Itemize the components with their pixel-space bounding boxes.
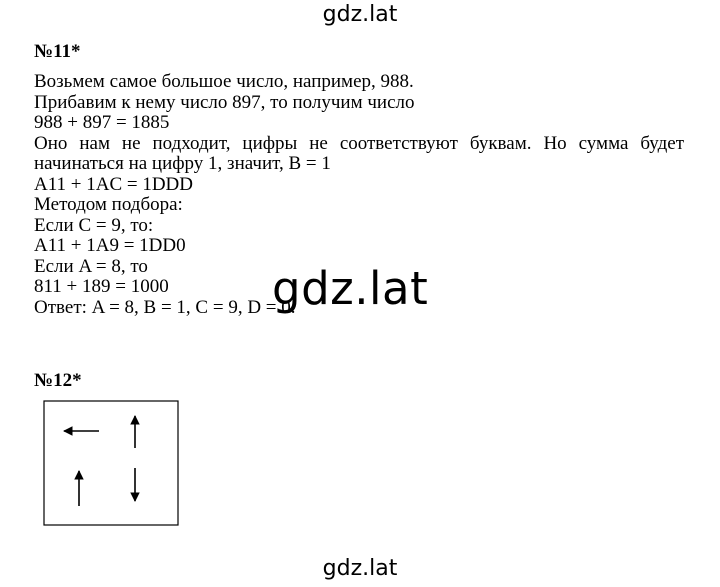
- solution-line-6: A11 + 1AC = 1DDD: [34, 173, 194, 195]
- solution-line-4: Оно нам не подходит, цифры не соответствуют буквам. Но сумма будет: [34, 132, 684, 154]
- arrow-grid-svg: [43, 400, 179, 526]
- solution-line-2: Прибавим к нему число 897, то получим число: [34, 91, 415, 113]
- solution-line-10: Если A = 8, то: [34, 255, 148, 277]
- problem-12-heading: №12*: [34, 370, 82, 391]
- solution-line-12: Ответ: A = 8, B = 1, C = 9, D = 0.: [34, 296, 296, 318]
- solution-line-8: Если C = 9, то:: [34, 214, 154, 236]
- watermark-top: gdz.lat: [322, 2, 398, 27]
- solution-line-5: начинаться на цифру 1, значит, B = 1: [34, 153, 331, 174]
- problem-11-heading: №11*: [34, 41, 81, 62]
- watermark-center: gdz.lat: [272, 262, 429, 315]
- watermark-bottom: gdz.lat: [322, 556, 398, 581]
- solution-line-1: Возьмем самое большое число, например, 988.: [34, 71, 414, 92]
- solution-line-11: 811 + 189 = 1000: [34, 276, 169, 297]
- solution-line-7: Методом подбора:: [34, 194, 183, 215]
- solution-line-3: 988 + 897 = 1885: [34, 112, 170, 133]
- figure-frame: [44, 401, 178, 525]
- solution-line-9: A11 + 1A9 = 1DD0: [34, 235, 186, 256]
- arrow-grid-figure: [43, 400, 179, 526]
